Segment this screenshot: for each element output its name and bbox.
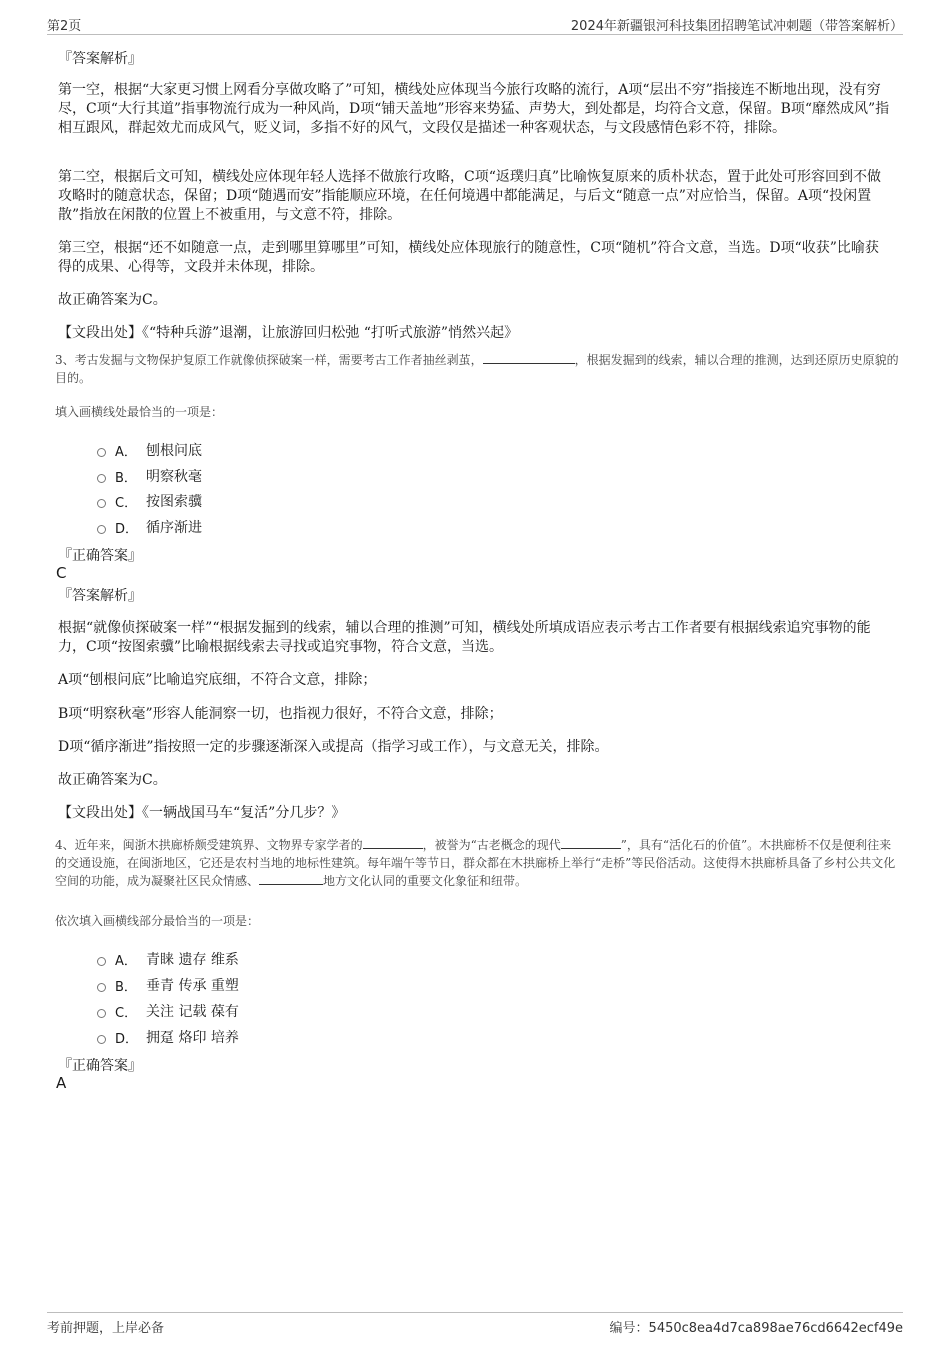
- option-key: B．: [115, 470, 137, 486]
- stem-part: 地方文化认同的重要文化象征和纽带。: [323, 874, 528, 888]
- radio-icon[interactable]: [97, 1009, 106, 1018]
- option-text: 循序渐进: [146, 520, 202, 536]
- option-key: D．: [115, 521, 139, 537]
- blank-line: [259, 872, 323, 885]
- analysis-paragraph: 根据“就像侦探破案一样”“根据发掘到的线索，辅以合理的推测”可知，横线处所填成语应表示考古工作者要有根据线索追究事物的能力，C项“按图索骥”比喻根据线索去寻找或追究事物，符合文意，当选。: [58, 620, 871, 655]
- radio-icon[interactable]: [97, 983, 106, 992]
- option-text: 拥趸 烙印 培养: [146, 1030, 239, 1046]
- option-text: 刨根问底: [146, 443, 202, 459]
- radio-icon[interactable]: [97, 474, 106, 483]
- page-header: [47, 12, 903, 35]
- option-text: 青睐 遗存 维系: [146, 952, 239, 968]
- option-b[interactable]: [97, 975, 239, 995]
- answer-heading: 『正确答案』: [58, 548, 142, 564]
- option-d[interactable]: [97, 1027, 239, 1047]
- question-instruction: 填入画横线处最恰当的一项是：: [55, 405, 224, 419]
- radio-icon[interactable]: [97, 448, 106, 457]
- page-number: 第2页: [47, 19, 82, 34]
- document-code: 编号：5450c8ea4d7ca898ae76cd6642ecf49e: [609, 1321, 903, 1336]
- analysis-paragraph: A项“刨根问底”比喻追究底细，不符合文意，排除；: [58, 672, 377, 688]
- conclusion: 故正确答案为C。: [58, 292, 167, 308]
- radio-icon[interactable]: [97, 957, 106, 966]
- option-d[interactable]: [97, 517, 202, 537]
- source-citation: 【文段出处】《“特种兵游”退潮，让旅游回归松弛 “打听式旅游”悄然兴起》: [58, 325, 519, 341]
- option-key: A．: [115, 444, 137, 460]
- option-a[interactable]: [97, 440, 202, 460]
- document-title: 2024年新疆银河科技集团招聘笔试冲刺题（带答案解析）: [570, 19, 903, 34]
- analysis-paragraph: B项“明察秋毫”形容人能洞察一切，也指视力很好，不符合文意，排除；: [58, 706, 503, 722]
- page-footer: [47, 1312, 903, 1337]
- question-instruction: 依次填入画横线部分最恰当的一项是：: [55, 914, 260, 928]
- answer-heading: 『正确答案』: [58, 1058, 142, 1074]
- radio-icon[interactable]: [97, 499, 106, 508]
- option-text: 按图索骥: [146, 494, 202, 510]
- stem-part: ，被誉为“古老概念的现代: [422, 838, 561, 852]
- option-key: A．: [115, 953, 137, 969]
- option-c[interactable]: [97, 1001, 239, 1021]
- analysis-paragraph: 第三空，根据“还不如随意一点，走到哪里算哪里”可知，横线处应体现旅行的随意性，C项“随机”符合文意，当选。D项“收获”比喻获得的成果、心得等，文段并未体现，排除。: [58, 240, 879, 275]
- analysis-heading: 『答案解析』: [58, 51, 142, 67]
- question-stem: [55, 351, 900, 387]
- stem-part: ”，具有“活化石的价值”。木拱廊桥不仅是便利往来的交通设施，在闽浙地区，它还是农村当地的地标性建筑。每年端午等节日，群众都在木拱廊桥上举行“走桥”等民俗活动。这使得木拱廊桥具备了乡村公共文化空间的功能，成为凝聚社区民众情感、: [55, 838, 896, 888]
- correct-answer: C: [56, 564, 67, 582]
- option-text: 垂青 传承 重塑: [146, 978, 239, 994]
- option-c[interactable]: [97, 491, 202, 511]
- stem-part: 3、考古发掘与文物保护复原工作就像侦探破案一样，需要考古工作者抽丝剥茧，: [55, 353, 483, 367]
- stem-part: ，根据发掘到的线索，辅以合理的推测，达到还原历史原貌的目的。: [55, 353, 899, 385]
- blank-line: [561, 836, 621, 849]
- analysis-paragraph: 第一空，根据“大家更习惯上网看分享做攻略了”可知，横线处应体现当今旅行攻略的流行，A项“层出不穷”指接连不断地出现，没有穷尽，C项“大行其道”指事物流行成为一种风尚，D项“铺天盖地”形容来势猛、声势大，到处都是，均符合文意，保留。B项“靡然成风”指相互跟风，群起效尤而成风气，贬义词，多指不好的风气，文段仅是描述一种客观状态，与文段感情色彩不符，排除。: [58, 82, 890, 136]
- option-key: C．: [115, 1005, 138, 1021]
- stem-part: 4、近年来，闽浙木拱廊桥颇受建筑界、文物界专家学者的: [55, 838, 363, 852]
- footer-slogan: 考前押题，上岸必备: [47, 1321, 165, 1336]
- question-stem: [55, 836, 900, 890]
- analysis-paragraph: 第二空，根据后文可知，横线处应体现年轻人选择不做旅行攻略，C项“返璞归真”比喻恢复原来的质朴状态，置于此处可形容回到不做攻略时的随意状态，保留；D项“随遇而安”指能顺应环境，在任何境遇中都能满足，与后文“随意一点”对应恰当，保留。A项“投闲置散”指放在闲散的位置上不被重用，与文意不符，排除。: [58, 169, 882, 223]
- option-b[interactable]: [97, 466, 202, 486]
- radio-icon[interactable]: [97, 1035, 106, 1044]
- option-text: 明察秋毫: [146, 469, 202, 485]
- analysis-paragraph: D项“循序渐进”指按照一定的步骤逐渐深入或提高（指学习或工作），与文意无关，排除。: [58, 739, 609, 755]
- blank-line: [483, 351, 575, 364]
- option-a[interactable]: [97, 949, 239, 969]
- radio-icon[interactable]: [97, 525, 106, 534]
- option-key: C．: [115, 495, 138, 511]
- source-citation: 【文段出处】《一辆战国马车“复活”分几步？》: [58, 805, 346, 821]
- option-text: 关注 记载 葆有: [146, 1004, 239, 1020]
- option-key: D．: [115, 1031, 139, 1047]
- analysis-heading: 『答案解析』: [58, 588, 142, 604]
- option-key: B．: [115, 979, 137, 995]
- correct-answer: A: [56, 1074, 67, 1092]
- blank-line: [363, 836, 423, 849]
- conclusion: 故正确答案为C。: [58, 772, 167, 788]
